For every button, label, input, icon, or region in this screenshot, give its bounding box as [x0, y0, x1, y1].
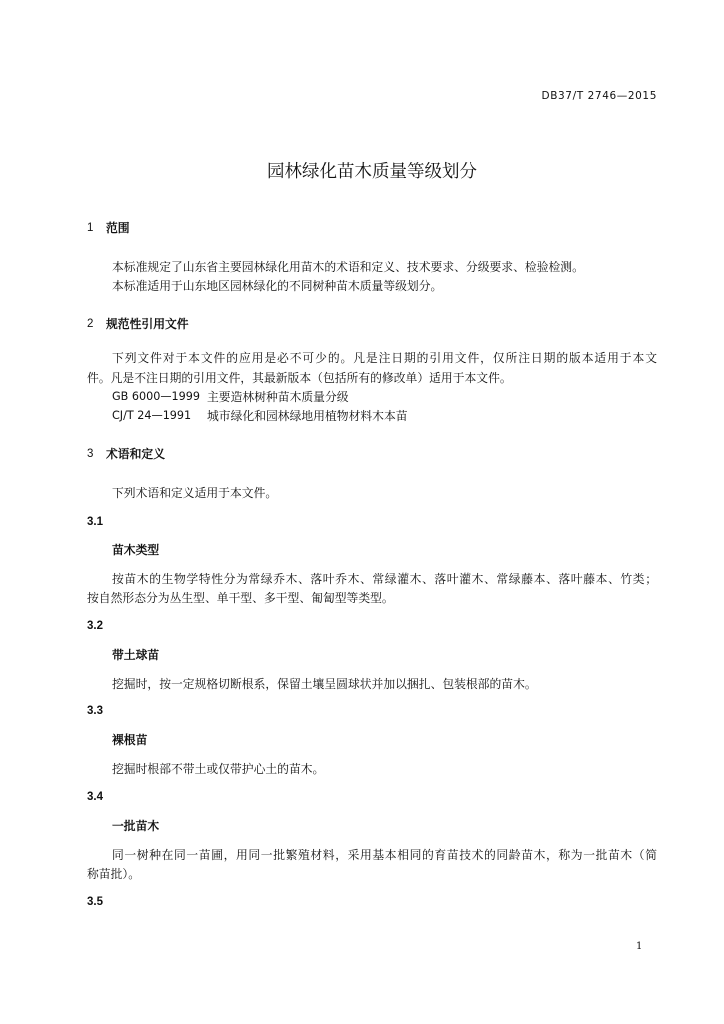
- section-3-heading: 术语和定义: [106, 447, 165, 461]
- standard-code: DB37/T 2746—2015: [541, 90, 657, 102]
- page-number: 1: [636, 941, 643, 952]
- term-name: 苗木类型: [112, 543, 160, 557]
- reference-code: GB 6000—1999: [112, 390, 201, 403]
- term-definition-line: 同一树种在同一苗圃，用同一批繁殖材料，采用基本相同的育苗技术的同龄苗木，称为一批苗木（简: [112, 848, 657, 862]
- term-definition-line: 挖掘时根部不带土或仅带护心土的苗木。: [112, 762, 325, 776]
- section-1-paragraph: 本标准规定了山东省主要园林绿化用苗木的术语和定义、技术要求、分级要求、检验检测。: [112, 260, 584, 274]
- term-number: 3.5: [87, 896, 103, 908]
- section-2-paragraph-line: 下列文件对于本文件的应用是必不可少的。凡是注日期的引用文件，仅所注日期的版本适用于本文: [112, 351, 657, 365]
- term-definition-line: 挖掘时，按一定规格切断根系，保留土壤呈圆球状并加以捆扎、包装根部的苗木。: [112, 677, 537, 691]
- term-definition-line: 称苗批）。: [87, 867, 141, 881]
- section-3-number: 3: [87, 448, 94, 460]
- section-1-heading: 范围: [106, 221, 130, 235]
- section-1-number: 1: [87, 222, 94, 234]
- section-2-number: 2: [87, 318, 94, 330]
- reference-title: 城市绿化和园林绿地用植物材料木本苗: [207, 409, 408, 423]
- term-definition-line: 按苗木的生物学特性分为常绿乔木、落叶乔木、常绿灌木、落叶灌木、常绿藤本、落叶藤本、竹类；: [112, 572, 657, 586]
- term-number: 3.2: [87, 620, 103, 632]
- section-1-paragraph: 本标准适用于山东地区园林绿化的不同树种苗木质量等级划分。: [112, 279, 443, 293]
- term-number: 3.1: [87, 516, 103, 528]
- document-title: 园林绿化苗木质量等级划分: [267, 162, 477, 182]
- reference-code: CJ/T 24—1991: [112, 409, 192, 422]
- term-name: 裸根苗: [112, 733, 148, 747]
- term-definition-line: 按自然形态分为丛生型、单干型、多干型、匍匐型等类型。: [87, 591, 394, 605]
- term-name: 带土球苗: [112, 648, 160, 662]
- section-2-heading: 规范性引用文件: [106, 317, 189, 331]
- term-number: 3.4: [87, 791, 103, 803]
- term-name: 一批苗木: [112, 819, 160, 833]
- section-2-paragraph-line: 件。凡是不注日期的引用文件，其最新版本（包括所有的修改单）适用于本文件。: [87, 371, 512, 385]
- section-3-intro: 下列术语和定义适用于本文件。: [112, 486, 278, 500]
- term-number: 3.3: [87, 705, 103, 717]
- reference-title: 主要造林树种苗木质量分级: [207, 390, 349, 404]
